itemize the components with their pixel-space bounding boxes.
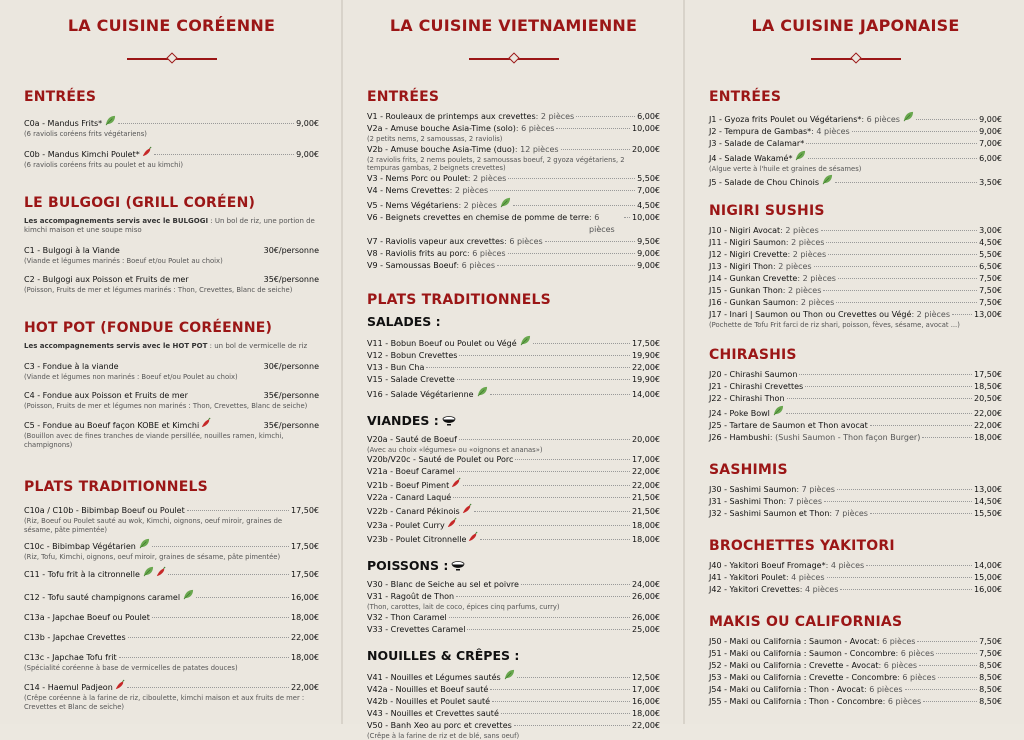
menu-item: V50 - Banh Xeo au porc et crevettes 22,00€ — [367, 720, 660, 730]
menu-item: V16 - Salade Végétarienne 14,00€ — [367, 386, 660, 401]
vegetarian-leaf-icon — [795, 150, 806, 161]
vegetarian-leaf-icon — [105, 115, 116, 126]
menu-item: V43 - Nouilles et Crevettes sauté 18,00€ — [367, 708, 660, 718]
menu-item: J32 - Sashimi Saumon et Thon : 7 pièces 15,50€ — [709, 509, 1002, 518]
vegetarian-leaf-icon — [520, 335, 531, 346]
menu-item: J40 - Yakitori Boeuf Fromage* : 4 pièces 14,00€ — [709, 561, 1002, 570]
vietnamese-panel: LA CUISINE VIETNAMIENNE ENTRÉES V1 - Rouleaux de printemps aux crevettes : 2 pièces 6,00€ V2a - Amuse bouche Asia-Time (solo) : 6 pièces 10,00€ (2 petits nems, 2 samoussas, 2 raviolis) V2b - Amuse bouche Asia-Time (duo) : 12 pièces 20,00€ (2 raviolis frits, 2 nems poulets, 2 samoussas boeuf, 2 gyoza végétariens, 2 tempuras gambas, 2 beignets crevettes) V3 - Nems Porc ou Poulet : 2 pièces 5,50€ V4 - Nems Crevettes : 2 pièces 7,00€ V5 - Nems Végétariens : 2 pièces 4,50€ V6 - Beignets crevettes en chemise de pomme de terre : 6 pièces 10,00€ V7 - Raviolis vapeur aux crevettes : 6 pièces 9,50€ V8 - Raviolis frits au porc : 6 pièces 9,00€ V9 - Samoussas Boeuf : 6 pièces 9,00€ PLATS TRADITIONNELS SALADES : V11 - Bobun Boeuf ou Poulet ou Végé 17,50€ V12 - Bobun Crevettes 19,90€ V13 - Bun Cha 22,00€ V15 - Salade Crevette 19,90€ V16 - Salade Végétarienne 14,00€ VIANDES : V20a - Sauté de Boeuf 20,00€ (Avec au choix «légumes» ou «oignons et ananas») V20b/V20c - Sauté de Poulet ou Porc 17,00€ V21a - Boeuf Caramel 22,00€ V21b - Boeuf Piment 22,00€ V22a - Canard Laqué 21,50€ V22b - Canard Pékinois 21,50€ V23a - Poulet Curry 18,00€ V23b - Poulet Citronnelle 18,00€ POISSONS : V30 - Blanc de Seiche au sel et poivre 24,00€ V31 - Ragoût de Thon 26,00€ (Thon, carottes, lait de coco, épices cinq parfums, curry) V32 - Thon Caramel 26,00€ V33 - Crevettes Caramel 25,00€ NOUILLES & CRÊPES : V41 - Nouilles et Légumes sautés 12,50€ V42a - Nouilles et Boeuf sauté 17,00€ V42b - Nouilles et Poulet sauté 16,00€ V43 - Nouilles et Crevettes sauté 18,00€ V50 - Banh Xeo au porc et crevettes 22,00€ (Crêpe à la farine de riz et de blé, sans oeuf) — [341, 0, 682, 724]
menu-item: J51 - Maki ou California : Saumon - Concombre : 6 pièces 7,50€ — [709, 649, 1002, 658]
ornament-divider — [127, 54, 217, 64]
menu-item: J10 - Nigiri Avocat : 2 pièces 3,00€ — [709, 225, 1002, 235]
menu-item: V32 - Thon Caramel 26,00€ — [367, 612, 660, 622]
menu-item: C3 - Fondue à la viande 30€/personne — [24, 362, 319, 371]
section-title: SASHIMIS — [709, 462, 788, 478]
section-title: BROCHETTES YAKITORI — [709, 538, 895, 554]
menu-item: V23b - Poulet Citronnelle 18,00€ — [367, 532, 660, 546]
spicy-chili-icon — [451, 478, 461, 488]
menu-item: J13 - Nigiri Thon : 2 pièces 6,50€ — [709, 261, 1002, 271]
korean-panel: LA CUISINE CORÉENNE ENTRÉES C0a - Mandus Frits* 9,00€ (6 raviolis coréens frits végétariens) C0b - Mandus Kimchi Poulet* 9,00€ (6 raviolis coréens frits au poulet et au kimchi) LE BULGOGI (GRILL CORÉEN) Les accompagnements servis avec le BULGOGI : Un bol de riz, une portion de kimchi maison et une soupe miso C1 - Bulgogi à la Viande 30€/personne (Viande et légumes marinés : Boeuf et/ou Poulet au choix) C2 - Bulgogi aux Poisson et Fruits de mer 35€/personne (Poisson, Fruits de mer et légumes marinés : Thon, Crevettes, Blanc de seiche) HOT POT (FONDUE CORÉENNE) Les accompagnements servis avec le HOT POT : un bol de vermicelle de riz C3 - Fondue à la viande 30€/personne (Viande et légumes non marinés : Boeuf et/ou Poulet au choix) C4 - Fondue aux Poisson et Fruits de mer 35€/personne (Poisson, Fruits de mer et légumes non marinés : Thon, Crevettes, Blanc de seiche) C5 - Fondue au Boeuf façon KOBE et Kimchi 35€/personne (Bouillon avec de fines tranches de viande persillée, nouilles ramen, kimchi, champignons) PLATS TRADITIONNELS C10a / C10b - Bibimbap Boeuf ou Poulet 17,50€ (Riz, Boeuf ou Poulet sauté au wok, Kimchi, oignons, oeuf miroir, graines de sésame, pâte pimentée) C10c - Bibimbap Végétarien 17,50€ (Riz, Tofu, Kimchi, oignons, oeuf miroir, graines de sésame, pâte pimentée) C11 - Tofu frit à la citronnelle 17,50€ C12 - Tofu sauté champignons caramel 16,00€ C13a - Japchae Boeuf ou Poulet 18,00€ C13b - Japchae Crevettes 22,00€ C13c - Japchae Tofu frit 18,00€ (Spécialité coréenne à base de vermicelles de patates douces) C14 - Haemul Padjeon 22,00€ (Crêpe coréenne à la farine de riz, ciboulette, kimchi maison et aux fruits de mer : Crevettes et Blanc de seiche) — [0, 0, 341, 724]
menu-item: J2 - Tempura de Gambas* : 4 pièces 9,00€ — [709, 127, 1002, 136]
menu-item: C13a - Japchae Boeuf ou Poulet 18,00€ — [24, 612, 319, 622]
menu-item: V21a - Boeuf Caramel 22,00€ — [367, 467, 660, 476]
menu-item: J31 - Sashimi Thon : 7 pièces 14,50€ — [709, 497, 1002, 506]
menu-item: V42b - Nouilles et Poulet sauté 16,00€ — [367, 696, 660, 706]
menu-item: V6 - Beignets crevettes en chemise de pomme de terre : 6 pièces 10,00€ — [367, 212, 660, 234]
menu-item: V13 - Bun Cha 22,00€ — [367, 362, 660, 372]
menu-item: V12 - Bobun Crevettes 19,90€ — [367, 350, 660, 360]
menu-item: J42 - Yakitori Crevettes : 4 pièces 16,00€ — [709, 585, 1002, 594]
section-title: NIGIRI SUSHIS — [709, 202, 825, 219]
menu-item: J30 - Sashimi Saumon : 7 pièces 13,00€ — [709, 485, 1002, 494]
ornament-divider — [469, 54, 559, 64]
section-title: PLATS TRADITIONNELS — [367, 291, 551, 308]
menu-item: V5 - Nems Végétariens : 2 pièces 4,50€ — [367, 197, 660, 212]
menu-item: V20a - Sauté de Boeuf 20,00€ — [367, 434, 660, 444]
menu-item: V22b - Canard Pékinois 21,50€ — [367, 504, 660, 518]
menu-item: J52 - Maki ou California : Crevette - Avocat : 6 pièces 8,50€ — [709, 661, 1002, 670]
menu-item: C12 - Tofu sauté champignons caramel 16,00€ — [24, 589, 319, 604]
vegetarian-leaf-icon — [903, 111, 914, 122]
korean-title: LA CUISINE CORÉENNE — [67, 16, 276, 35]
menu-item: J53 - Maki ou California : Crevette - Concombre : 6 pièces 8,50€ — [709, 673, 1002, 682]
menu-item: J21 - Chirashi Crevettes 18,50€ — [709, 382, 1002, 391]
rice-bowl-icon — [442, 414, 456, 425]
menu-item: V22a - Canard Laqué 21,50€ — [367, 493, 660, 502]
vegetarian-leaf-icon — [139, 538, 150, 549]
menu-item: C11 - Tofu frit à la citronnelle 17,50€ — [24, 566, 319, 581]
menu-item: V33 - Crevettes Caramel 25,00€ — [367, 624, 660, 634]
menu-item: C2 - Bulgogi aux Poisson et Fruits de mer 35€/personne — [24, 274, 319, 284]
menu-item: J24 - Poke Bowl 22,00€ — [709, 405, 1002, 420]
spicy-chili-icon — [142, 147, 152, 157]
menu-item: V2a - Amuse bouche Asia-Time (solo) : 6 pièces 10,00€ — [367, 124, 660, 133]
vietnamese-title: LA CUISINE VIETNAMIENNE — [389, 16, 638, 35]
menu-item: J26 - Hambushi : (Sushi Saumon - Thon façon Burger) 18,00€ — [709, 433, 1002, 442]
menu-item: V4 - Nems Crevettes : 2 pièces 7,00€ — [367, 185, 660, 195]
spicy-chili-icon — [156, 567, 166, 577]
menu-item: J54 - Maki ou California : Thon - Avocat : 6 pièces 8,50€ — [709, 685, 1002, 694]
section-title: LE BULGOGI (GRILL CORÉEN) — [24, 195, 256, 211]
menu-item: C10c - Bibimbap Végétarien 17,50€ — [24, 538, 319, 553]
menu-item: V3 - Nems Porc ou Poulet : 2 pièces 5,50€ — [367, 173, 660, 183]
menu-item: J50 - Maki ou California : Saumon - Avocat : 6 pièces 7,50€ — [709, 637, 1002, 646]
rice-bowl-icon — [451, 559, 465, 570]
menu-item: C10a / C10b - Bibimbap Boeuf ou Poulet 17,50€ — [24, 506, 319, 515]
japanese-panel: LA CUISINE JAPONAISE ENTRÉES J1 - Gyoza frits Poulet ou Végétariens* : 6 pièces 9,00€ J2 - Tempura de Gambas* : 4 pièces 9,00€ J3 - Salade de Calamar* 7,00€ J4 - Salade Wakamé* 6,00€ (Algue verte à l'huile et graines de sésames) J5 - Salade de Chou Chinois 3,50€ NIGIRI SUSHIS J10 - Nigiri Avocat : 2 pièces 3,00€ J11 - Nigiri Saumon : 2 pièces 4,50€ J12 - Nigiri Crevette : 2 pièces 5,50€ J13 - Nigiri Thon : 2 pièces 6,50€ J14 - Gunkan Crevette : 2 pièces 7,50€ J15 - Gunkan Thon : 2 pièces 7,50€ J16 - Gunkan Saumon : 2 pièces 7,50€ J17 - Inari | Saumon ou Thon ou Crevettes ou Végé : 2 pièces 13,00€ (Pochette de Tofu Frit farci de riz shari, poisson, fèves, sésame, avocat ...) CHIRASHIS J20 - Chirashi Saumon 17,50€ J21 - Chirashi Crevettes 18,50€ J22 - Chirashi Thon 20,50€ J24 - Poke Bowl 22,00€ J25 - Tartare de Saumon et Thon avocat 22,00€ J26 - Hambushi : (Sushi Saumon - Thon façon Burger) 18,00€ SASHIMIS J30 - Sashimi Saumon : 7 pièces 13,00€ J31 - Sashimi Thon : 7 pièces 14,50€ J32 - Sashimi Saumon et Thon : 7 pièces 15,50€ BROCHETTES YAKITORI J40 - Yakitori Boeuf Fromage* : 4 pièces 14,00€ J41 - Yakitori Poulet : 4 pièces 15,00€ J42 - Yakitori Crevettes : 4 pièces 16,00€ MAKIS OU CALIFORNIAS J50 - Maki ou California : Saumon - Avocat : 6 pièces 7,50€ J51 - Maki ou California : Saumon - Concombre : 6 pièces 7,50€ J52 - Maki ou California : Crevette - Avocat : 6 pièces 8,50€ J53 - Maki ou California : Crevette - Concombre : 6 pièces 8,50€ J54 - Maki ou California : Thon - Avocat : 6 pièces 8,50€ J55 - Maki ou California : Thon - Concombre : 6 pièces 8,50€ — [683, 0, 1024, 724]
subsection-title: SALADES : — [367, 313, 441, 329]
menu-item: C14 - Haemul Padjeon 22,00€ — [24, 680, 319, 694]
section-title: ENTRÉES — [367, 89, 440, 105]
menu-item: J14 - Gunkan Crevette : 2 pièces 7,50€ — [709, 273, 1002, 283]
section-title: HOT POT (FONDUE CORÉENNE) — [24, 320, 273, 336]
vegetarian-leaf-icon — [773, 405, 784, 416]
menu-item: J11 - Nigiri Saumon : 2 pièces 4,50€ — [709, 237, 1002, 247]
menu-item: V8 - Raviolis frits au porc : 6 pièces 9,00€ — [367, 248, 660, 258]
vegetarian-leaf-icon — [822, 174, 833, 185]
section-title: ENTRÉES — [24, 89, 97, 105]
vegetarian-leaf-icon — [183, 589, 194, 600]
spicy-chili-icon — [201, 418, 211, 428]
menu-item: V7 - Raviolis vapeur aux crevettes : 6 pièces 9,50€ — [367, 236, 660, 246]
vegetarian-leaf-icon — [500, 197, 511, 208]
menu-item: J41 - Yakitori Poulet : 4 pièces 15,00€ — [709, 573, 1002, 582]
menu-item: J22 - Chirashi Thon 20,50€ — [709, 394, 1002, 403]
menu-item: C1 - Bulgogi à la Viande 30€/personne — [24, 246, 319, 255]
vegetarian-leaf-icon — [504, 669, 515, 680]
menu-item: C13c - Japchae Tofu frit 18,00€ — [24, 652, 319, 662]
subsection-title: POISSONS : — [367, 558, 660, 573]
menu-item: J4 - Salade Wakamé* 6,00€ — [709, 150, 1002, 165]
spicy-chili-icon — [115, 680, 125, 690]
ornament-divider — [811, 54, 901, 64]
section-title: ENTRÉES — [709, 89, 782, 105]
menu-item: J55 - Maki ou California : Thon - Concombre : 6 pièces 8,50€ — [709, 697, 1002, 706]
spicy-chili-icon — [447, 518, 457, 528]
spicy-chili-icon — [468, 532, 478, 542]
menu-item: V21b - Boeuf Piment 22,00€ — [367, 478, 660, 492]
menu-item: V9 - Samoussas Boeuf : 6 pièces 9,00€ — [367, 260, 660, 270]
subsection-title: VIANDES : — [367, 413, 660, 428]
section-title: CHIRASHIS — [709, 347, 797, 363]
menu-item: C0b - Mandus Kimchi Poulet* 9,00€ — [24, 147, 319, 161]
menu-item: J15 - Gunkan Thon : 2 pièces 7,50€ — [709, 285, 1002, 295]
menu-item: V2b - Amuse bouche Asia-Time (duo) : 12 pièces 20,00€ — [367, 144, 660, 154]
menu-item: J20 - Chirashi Saumon 17,50€ — [709, 370, 1002, 379]
vegetarian-leaf-icon — [143, 566, 154, 577]
subsection-title: NOUILLES & CRÊPES : — [367, 647, 520, 663]
japanese-title: LA CUISINE JAPONAISE — [751, 16, 960, 35]
section-title: PLATS TRADITIONNELS — [24, 479, 208, 495]
section-note: Les accompagnements servis avec le HOT POT : un bol de vermicelle de riz — [24, 342, 308, 350]
menu-item: V11 - Bobun Boeuf ou Poulet ou Végé 17,50€ — [367, 335, 660, 350]
menu-item: V1 - Rouleaux de printemps aux crevettes : 2 pièces 6,00€ — [367, 112, 660, 121]
vegetarian-leaf-icon — [477, 386, 488, 397]
menu-item: C0a - Mandus Frits* 9,00€ — [24, 115, 319, 130]
menu-item: V23a - Poulet Curry 18,00€ — [367, 518, 660, 532]
menu-item: V31 - Ragoût de Thon 26,00€ — [367, 592, 660, 601]
spicy-chili-icon — [462, 504, 472, 514]
menu-item: V41 - Nouilles et Légumes sautés 12,50€ — [367, 669, 660, 684]
menu-item: V20b/V20c - Sauté de Poulet ou Porc 17,00€ — [367, 455, 660, 464]
menu-item: J16 - Gunkan Saumon : 2 pièces 7,50€ — [709, 297, 1002, 307]
menu-item: V30 - Blanc de Seiche au sel et poivre 24,00€ — [367, 580, 660, 589]
section-note: Les accompagnements servis avec le BULGOGI : Un bol de riz, une portion de kimchi maison et une soupe miso — [24, 217, 315, 234]
menu-item: J5 - Salade de Chou Chinois 3,50€ — [709, 174, 1002, 189]
menu-item: J12 - Nigiri Crevette : 2 pièces 5,50€ — [709, 249, 1002, 259]
section-title: MAKIS OU CALIFORNIAS — [709, 614, 903, 630]
menu-item: J25 - Tartare de Saumon et Thon avocat 22,00€ — [709, 421, 1002, 430]
menu-item: V42a - Nouilles et Boeuf sauté 17,00€ — [367, 684, 660, 694]
menu-item: J3 - Salade de Calamar* 7,00€ — [709, 139, 1002, 148]
menu-item: J1 - Gyoza frits Poulet ou Végétariens* : 6 pièces 9,00€ — [709, 111, 1002, 126]
menu-item: V15 - Salade Crevette 19,90€ — [367, 374, 660, 384]
menu-item: C4 - Fondue aux Poisson et Fruits de mer 35€/personne — [24, 390, 319, 400]
menu-item: C5 - Fondue au Boeuf façon KOBE et Kimchi 35€/personne — [24, 418, 319, 432]
menu-item: C13b - Japchae Crevettes 22,00€ — [24, 632, 319, 642]
menu-item: J17 - Inari | Saumon ou Thon ou Crevettes ou Végé : 2 pièces 13,00€ — [709, 309, 1002, 319]
